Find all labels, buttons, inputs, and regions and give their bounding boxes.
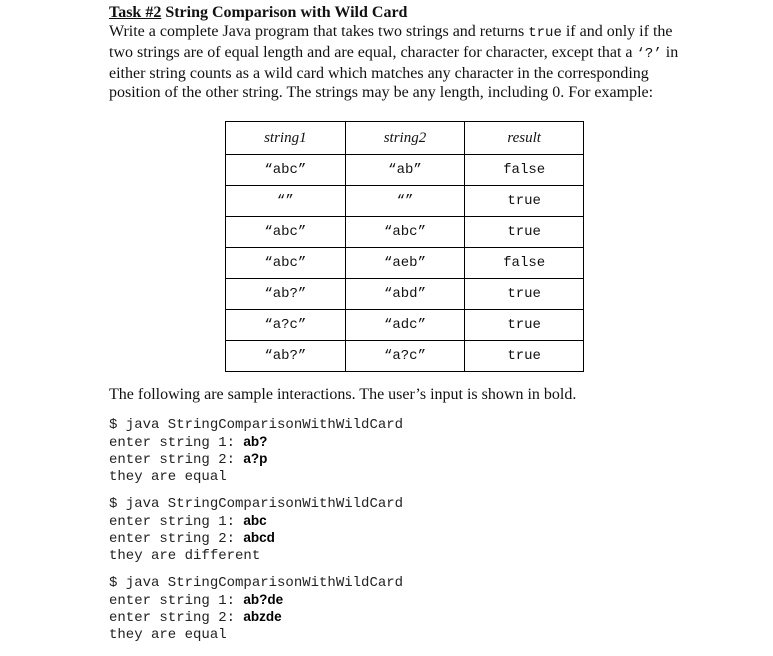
session-input-1: abc <box>243 512 267 528</box>
cell-result: true <box>465 217 584 248</box>
session-output: they are equal <box>109 468 227 485</box>
session-prompt-2: enter string 2: <box>109 452 244 468</box>
table-row <box>226 217 584 248</box>
session-output: they are equal <box>109 626 227 643</box>
session-prompt-1: enter string 1: <box>109 513 244 530</box>
cell-string2: “adc” <box>345 310 465 341</box>
desc-text-1: Write a complete Java program that takes two strings and returns <box>109 23 529 40</box>
cell-result: true <box>465 310 584 341</box>
cell-string1: “abc” <box>226 248 346 279</box>
header-result: result <box>465 122 584 155</box>
task-heading <box>109 4 709 22</box>
session-input-1: ab? <box>243 433 268 449</box>
session-input-2: abcd <box>243 530 275 545</box>
comparison-table <box>225 121 584 372</box>
cell-result: false <box>465 155 584 186</box>
cell-string2: “abc” <box>345 217 465 248</box>
session-command: $ java StringComparisonWithWildCard <box>109 417 404 433</box>
sample-session-2 <box>109 496 403 564</box>
cell-string2: “” <box>345 186 465 217</box>
session-prompt-1: enter string 1: <box>109 434 244 451</box>
cell-result: true <box>465 186 584 217</box>
table-row <box>226 186 584 217</box>
task-title: String Comparison with Wild Card <box>165 4 408 21</box>
cell-string1: “” <box>226 186 346 217</box>
table-header-row <box>226 122 584 155</box>
session-input-2: abzde <box>243 609 282 624</box>
session-output: they are different <box>109 547 261 564</box>
table-row <box>226 279 584 310</box>
cell-string1: “a?c” <box>226 310 346 341</box>
header-string2: string2 <box>345 122 465 155</box>
desc-text-3: in either string counts as a wild card which matches any character in the corresponding position of the other string. The strings may be any length, including 0. For example: <box>109 44 679 101</box>
desc-text-2: if and only if the two strings are of equal length and are equal, character for character, except that a <box>109 23 673 61</box>
cell-result: true <box>465 341 584 372</box>
cell-string2: “ab” <box>345 155 465 186</box>
table-row <box>226 155 584 186</box>
sample-session-1 <box>109 417 403 485</box>
sample-session-3 <box>109 575 403 643</box>
session-command: $ java StringComparisonWithWildCard <box>109 575 404 591</box>
table-row <box>226 341 584 372</box>
session-command: $ java StringComparisonWithWildCard <box>109 496 404 512</box>
cell-result: true <box>465 279 584 310</box>
code-wildcard: ‘?’ <box>636 46 662 62</box>
cell-string2: “aeb” <box>345 248 465 279</box>
session-prompt-1: enter string 1: <box>109 592 244 609</box>
code-true: true <box>528 25 562 41</box>
table-row <box>226 248 584 279</box>
cell-string2: “abd” <box>345 279 465 310</box>
session-prompt-2: enter string 2: <box>109 610 244 626</box>
cell-string1: “ab?” <box>226 279 346 310</box>
cell-string1: “abc” <box>226 155 346 186</box>
session-prompt-2: enter string 2: <box>109 531 244 547</box>
cell-string2: “a?c” <box>345 341 465 372</box>
sample-intro: The following are sample interactions. The user’s input is shown in bold. <box>109 386 577 403</box>
document-page <box>109 4 709 643</box>
session-input-2: a?p <box>243 451 268 466</box>
cell-string1: “abc” <box>226 217 346 248</box>
table-row <box>226 310 584 341</box>
task-description <box>109 22 699 102</box>
header-string1: string1 <box>226 122 346 155</box>
cell-result: false <box>465 248 584 279</box>
session-input-1: ab?de <box>243 591 284 607</box>
task-number: Task #2 <box>109 4 162 21</box>
cell-string1: “ab?” <box>226 341 346 372</box>
